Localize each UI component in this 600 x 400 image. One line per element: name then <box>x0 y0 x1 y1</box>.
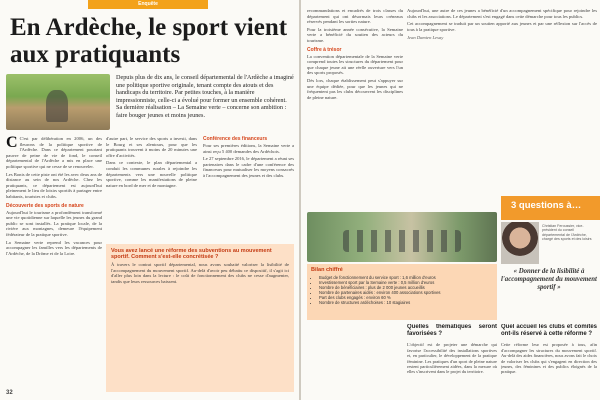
questions-label: 3 questions à… <box>511 200 582 211</box>
subheading: Découverte des sports de nature <box>6 202 84 209</box>
subheading: Conférence des financeurs <box>203 136 268 142</box>
page-number: 32 <box>6 390 13 396</box>
paragraph: Le 27 septembre 2016, le département a réuni ses partenaires dans le cadre d'une conférence des financeurs pour mutualiser les moyens consacrés à l'accompagnement des jeunes et des clubs. <box>203 156 294 178</box>
paragraph: d'autre part, le service des sports a investi, dans le Bourg et ses alentours, pour que les pratiquants trouvent à moins de 20 minutes une offre d'activités. <box>106 136 197 158</box>
stats-item: • Nombre de bénéficiaires : plus de 2 000 jeunes accueillis <box>319 285 493 290</box>
question-title: Quel accueil les clubs et comités ont-ils réservé à cette réforme ? <box>501 324 597 337</box>
stats-item: • Nombre de partenaires aidés : environ 400 associations sportives <box>319 290 493 295</box>
question-answer: L'objectif est de projeter une démarche qui favorise l'accessibilité des installations sportives et, en particulier, le développement de la pratique féminine. Les pratiques d'un sport de pleine nature restent particulièrement aidées, dans la mesure où elles s'inscrivent dans le projet du territoire. <box>407 342 497 375</box>
paragraph: Aujourd'hui, une autre de ces jeunes a bénéficié d'un accompagnement spécifique pour rejoindre les clubs et les associations. Le département s'est engagé dans cette démarche pour tous les publics. <box>407 8 597 19</box>
interview-question: Vous avez lancé une réforme des subventions au mouvement sportif. Comment s'est-elle concrétisée ? <box>111 248 272 260</box>
left-column-2 <box>106 136 294 242</box>
portrait-credit: Christian Feroussier, vice-président du conseil départemental de l'Ardèche, chargé des sports et des loisirs <box>542 224 592 242</box>
paragraph: Aujourd'hui le tourisme a profondément transformé une vie quotidienne sur laquelle les jeunes du grand public se sont installés. La pratique locale, de la rivière aux montagnes, demeure l'équipement fédérateur de la pratique sportive. <box>6 209 102 237</box>
question-3 <box>501 324 597 396</box>
stats-item: • Nombre de structures ardéchoises : 10 stagiaires <box>319 300 493 305</box>
paragraph: C C'est par délibération en 2006, un des fleurons de la politique sportive de l'Ardèche. Dans ce département pourtant pauvre de peine de vie de fond, le conseil départemental de l'Ardèche a mis en place une politique sportive qui ne cesse de se renouveler. <box>6 136 102 169</box>
paragraph: Pour la troisième année consécutive, la Semaine verte a bénéficié du soutien des acteurs du tourisme. <box>307 26 403 43</box>
paragraph: Les Bonis de cette piste ont été les avec deux ans de distance au sein de nos Ardèche. Chez les pratiquants, ce département est aujourd'hui pleinement le lieu de loisirs sportifs à partager entre habitants, touristes et clubs. <box>6 171 102 199</box>
article-photo <box>6 74 110 130</box>
article-lead: Depuis plus de dix ans, le conseil départemental de l'Ardèche a imaginé une politique sportive originale, tenant compte des atouts et des handicaps du territoire. Par petites touches, à la manière impressionniste, celle-ci a évolué pour former un ensemble cohérent. Sa dernière réalisation – La Semaine verte – concerne son ambition : faire bouger jeunes et moins jeunes. <box>116 74 294 119</box>
pull-quote: « Donner de la lisibilité à l'accompagnement du mouvement sportif » <box>501 268 597 292</box>
drop-cap: C <box>6 136 18 151</box>
cyclists-photo <box>307 212 497 262</box>
right-column-1 <box>307 8 403 208</box>
right-column-2 <box>407 8 597 192</box>
stats-title: Bilan chiffré <box>311 267 343 273</box>
question-2 <box>407 324 497 396</box>
paragraph: Dès lors, chaque établissement peut s'appuyer sur une équipe dédiée, pour que les jeunes qui ne fréquentent pas les clubs découvrent les disciplines de pleine nature. <box>307 77 403 100</box>
interview-box <box>106 244 294 392</box>
left-column-1 <box>6 136 102 392</box>
paragraph: recommandations et encadrés de trois classes du département qui ont désormais leurs créneaux réservés pendant les sorties nature. <box>307 8 403 25</box>
stats-box <box>307 264 497 320</box>
question-title: Quelles thématiques seront favorisées ? <box>407 324 497 337</box>
stats-item: • Budget de fonctionnement du service sport : 1,6 million d'euros <box>319 275 493 280</box>
paragraph: Pour ses premières éditions, la Semaine verte a ainsi reçu 5 400 demandes des Ardéchois. <box>203 143 294 154</box>
stats-item: • Investissement sport par la Semaine verte : 0,5 million d'euros <box>319 280 493 285</box>
paragraph: Cet accompagnement se traduit par un soutien apporté aux jeunes et par une réflexion sur l'accès de tous à la pratique sportive. <box>407 21 597 32</box>
article-title: En Ardèche, le sport vient aux pratiquants <box>10 14 288 68</box>
subheading: Coffre à trésor <box>307 46 342 53</box>
section-tab: Enquête <box>88 0 208 9</box>
paragraph: La Semaine verte reprend les vacances pour accompagner les familles vers les départements de l'Ardèche, de la Drôme et de la Loire. <box>6 239 102 256</box>
paragraph: Dans ce contexte, le plan départemental a conduit les communes rurales à rejoindre les départements vers une nouvelle politique sportive, comme les manifestations de pleine nature en bord de mer et de montagne. <box>106 160 197 188</box>
interview-answer: À travers le contrat sportif départemental, nous avons souhaité valoriser la lisibilité de l'accompagnement du mouvement sportif. Au-delà d'avoir peu débattu ce dispositif, il s'agit ici d'aller plus loin dans la lecture : le coût de fonctionnement des clubs ne cesse d'augmenter, tandis que leurs ressources baissent. <box>111 262 289 284</box>
stats-list <box>307 275 497 305</box>
left-page <box>0 0 299 400</box>
portrait-photo <box>501 222 539 264</box>
author-signature: Jean Damien Lesay <box>407 35 444 41</box>
paragraph: La convention départementale de la Semaine verte comprend toutes les structures du département pour que chaque jeune ait une réelle ouverture vers l'un des sports proposés. <box>307 53 403 76</box>
right-page <box>301 0 600 400</box>
question-answer: Cette réforme leur est proposée à tous, afin d'accompagner les structures du mouvement sportif. Au-delà des aides financières, nous avons fait le choix de valoriser les clubs qui s'engagent en direction des jeunes, des féminines et des publics éloignés de la pratique. <box>501 342 597 375</box>
stats-item: • Part des clubs engagés : environ 60 % <box>319 295 493 300</box>
